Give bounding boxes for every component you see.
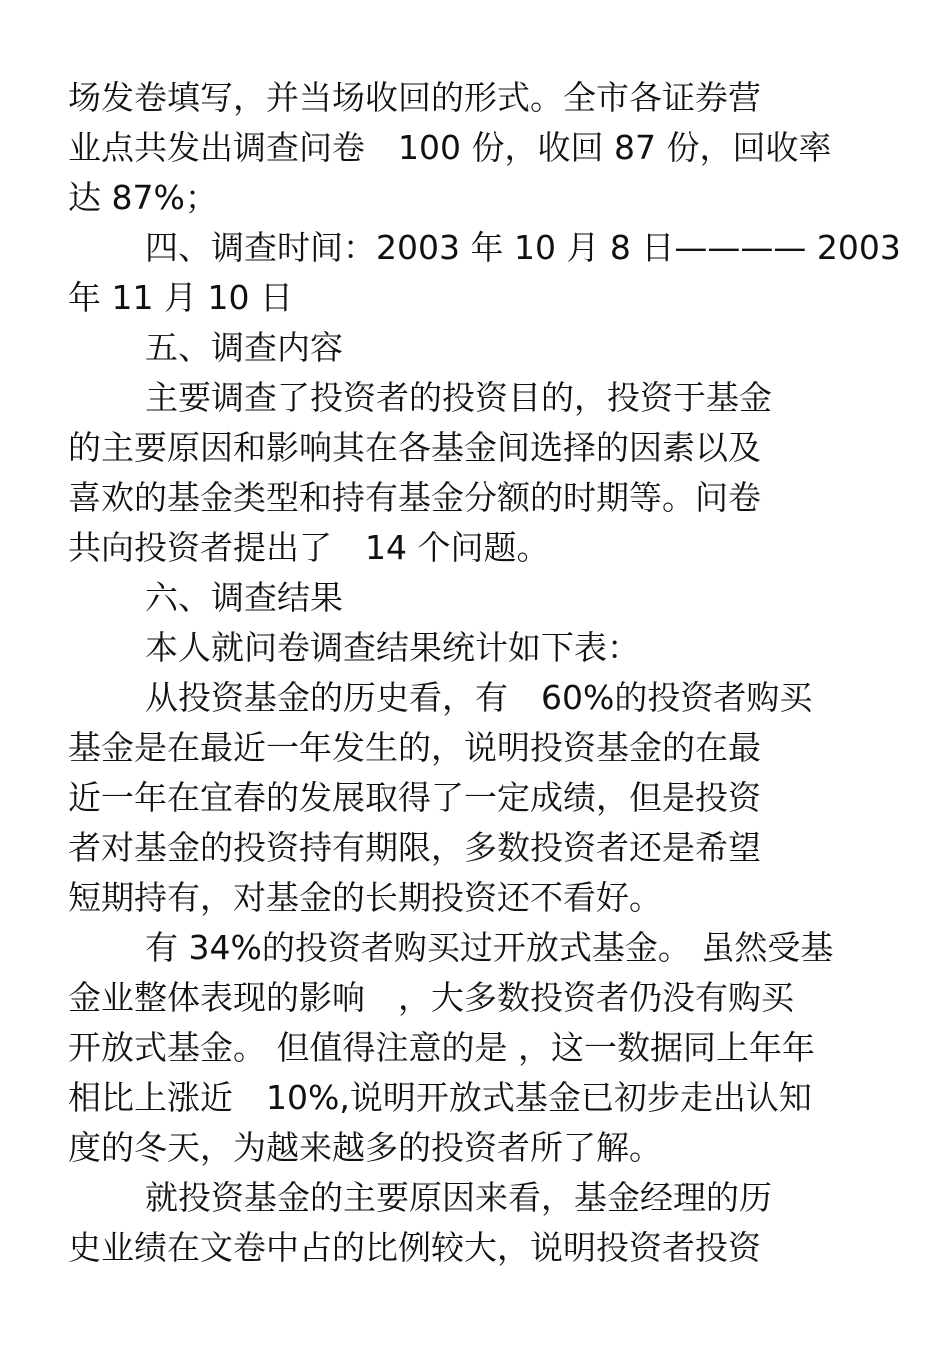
paragraph-start-open-fund: 有 34%的投资者购买过开放式基金。 虽然受基 (145, 928, 834, 967)
text-line-10: 共向投资者提出了 14 个问题。 (68, 528, 550, 567)
paragraph-start-content: 主要调查了投资者的投资目的，投资于基金 (145, 378, 772, 417)
paragraph-start-history: 从投资基金的历史看，有 60%的投资者购买 (145, 678, 813, 717)
text-line-21: 相比上涨近 10%,说明开放式基金已初步走出认知 (68, 1078, 812, 1117)
text-line-24: 史业绩在文卷中占的比例较大，说明投资者投资 (68, 1228, 761, 1267)
text-line-15: 近一年在宜春的发展取得了一定成绩，但是投资 (68, 778, 761, 817)
section-heading-results: 六、调查结果 (145, 578, 343, 617)
text-line-1: 场发卷填写，并当场收回的形式。全市各证券营 (68, 78, 761, 117)
text-line-14: 基金是在最近一年发生的，说明投资基金的在最 (68, 728, 761, 767)
text-line-2: 业点共发出调查问卷 100 份，收回 87 份，回收率 (68, 128, 832, 167)
text-line-19: 金业整体表现的影响 ，大多数投资者仍没有购买 (68, 978, 794, 1017)
text-line-9: 喜欢的基金类型和持有基金分额的时期等。问卷 (68, 478, 761, 517)
section-heading-time: 四、调查时间：2003 年 10 月 8 日———— 2003 (145, 228, 901, 267)
text-line-20: 开放式基金。 但值得注意的是 ，这一数据同上年年 (68, 1028, 815, 1067)
paragraph-start-reasons: 就投资基金的主要原因来看，基金经理的历 (145, 1178, 772, 1217)
text-line-17: 短期持有，对基金的长期投资还不看好。 (68, 878, 662, 917)
text-line-8: 的主要原因和影响其在各基金间选择的因素以及 (68, 428, 761, 467)
paragraph-results-intro: 本人就问卷调查结果统计如下表： (145, 628, 640, 667)
text-line-16: 者对基金的投资持有期限，多数投资者还是希望 (68, 828, 761, 867)
text-line-3: 达 87%； (68, 178, 218, 217)
section-heading-content: 五、调查内容 (145, 328, 343, 367)
text-line-5: 年 11 月 10 日 (68, 278, 293, 317)
text-line-22: 度的冬天，为越来越多的投资者所了解。 (68, 1128, 662, 1167)
